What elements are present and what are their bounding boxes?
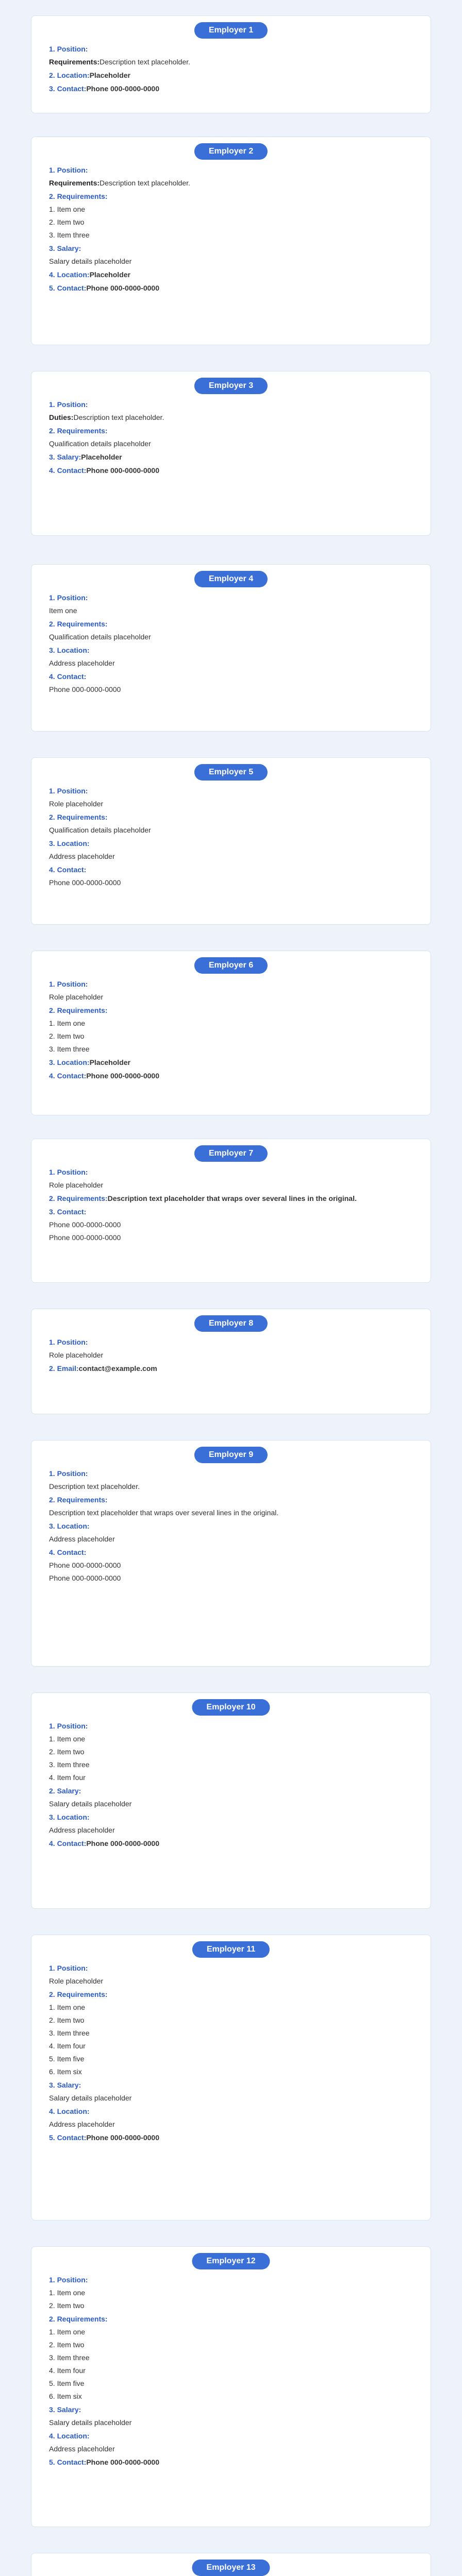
line-value: contact@example.com [78, 1364, 157, 1372]
line-label: 3. Location: [49, 646, 90, 654]
line-label: 3. Salary: [49, 2081, 81, 2089]
section-heading [49, 979, 413, 989]
card-title: Employer 12 [192, 2253, 270, 2269]
section-heading [49, 452, 413, 462]
line-label: 2. Requirements: [49, 813, 108, 821]
job-card [31, 1692, 431, 1909]
detail-line [49, 605, 413, 616]
detail-line [49, 799, 413, 809]
line-label: 3. Salary: [49, 2405, 81, 2414]
section-heading [49, 1547, 413, 1557]
section-heading [49, 1495, 413, 1505]
section-heading [49, 838, 413, 849]
line-label: 1. Position: [49, 1168, 88, 1176]
line-value: Qualification details placeholder [49, 439, 151, 448]
line-label: 3. Contact: [49, 1208, 87, 1216]
line-value: Phone 000-0000-0000 [49, 878, 121, 887]
line-value: Salary details placeholder [49, 2418, 132, 2427]
line-value: Phone 000-0000-0000 [49, 1233, 121, 1242]
line-label: 1. Position: [49, 1964, 88, 1972]
detail-line [49, 2041, 413, 2051]
line-value: Qualification details placeholder [49, 826, 151, 834]
line-value: Phone 000-0000-0000 [86, 2133, 159, 2142]
job-card [31, 564, 431, 732]
line-value: Phone 000-0000-0000 [86, 1072, 159, 1080]
detail-line [49, 1560, 413, 1570]
section-heading [49, 269, 413, 280]
line-value: 3. Item three [49, 231, 90, 239]
line-value: Address placeholder [49, 2445, 115, 2453]
job-card [31, 1309, 431, 1414]
line-label: 1. Position: [49, 400, 88, 409]
card-title: Employer 2 [194, 143, 268, 160]
detail-line [49, 178, 413, 188]
card-title: Employer 9 [194, 1447, 268, 1463]
detail-line [49, 1772, 413, 1783]
line-value: Role placeholder [49, 1351, 104, 1359]
line-label: Requirements: [49, 179, 100, 187]
detail-line [49, 1534, 413, 1544]
section-heading [49, 83, 413, 94]
line-label: 3. Location: [49, 1058, 90, 1066]
section-heading [49, 1363, 413, 1374]
line-value: Role placeholder [49, 993, 104, 1001]
section-heading [49, 399, 413, 410]
detail-line [49, 684, 413, 694]
section-heading [49, 2132, 413, 2143]
card-title: Employer 13 [192, 2560, 270, 2576]
detail-line [49, 851, 413, 861]
detail-line [49, 2417, 413, 2428]
line-value: Placeholder [89, 1058, 130, 1066]
line-value: Phone 000-0000-0000 [86, 2458, 159, 2466]
line-value: Address placeholder [49, 659, 115, 667]
job-card [31, 1440, 431, 1667]
line-label: 2. Location: [49, 71, 90, 79]
line-value: Item one [49, 606, 77, 615]
line-label: 2. Requirements: [49, 1496, 108, 1504]
line-value: Description text placeholder. [49, 1482, 140, 1490]
section-heading [49, 1337, 413, 1347]
card-title: Employer 8 [194, 1315, 268, 1332]
line-value: Description text placeholder. [100, 58, 190, 66]
line-value: Salary details placeholder [49, 2094, 132, 2102]
line-value: Description text placeholder. [100, 179, 190, 187]
line-label: 2. Requirements: [49, 1990, 108, 1998]
line-value: 2. Item two [49, 2341, 85, 2349]
section-heading [49, 1167, 413, 1177]
detail-line [49, 1350, 413, 1360]
line-label: 2. Requirements: [49, 2315, 108, 2323]
detail-line [49, 658, 413, 668]
line-label: 1. Position: [49, 1338, 88, 1346]
detail-line [49, 877, 413, 888]
section-heading [49, 592, 413, 603]
section-heading [49, 1521, 413, 1531]
line-value: Role placeholder [49, 1977, 104, 1985]
section-heading [49, 426, 413, 436]
detail-line [49, 2300, 413, 2311]
detail-line [49, 217, 413, 227]
line-value: Address placeholder [49, 852, 115, 860]
section-heading [49, 1989, 413, 1999]
detail-line [49, 1180, 413, 1190]
line-value: Description text placeholder that wraps over several lines in the original. [49, 1509, 279, 1517]
section-heading [49, 645, 413, 655]
line-label: 4. Contact: [49, 1072, 87, 1080]
line-value: 5. Item five [49, 2379, 85, 2387]
line-value: Address placeholder [49, 2120, 115, 2128]
detail-line [49, 2327, 413, 2337]
line-value: 2. Item two [49, 2301, 85, 2310]
line-label: 3. Location: [49, 839, 90, 848]
job-card [31, 1935, 431, 2221]
detail-line [49, 2378, 413, 2388]
section-heading [49, 44, 413, 54]
detail-line [49, 2054, 413, 2064]
line-label: 1. Position: [49, 166, 88, 174]
line-value: 1. Item one [49, 1019, 86, 1027]
line-value: 2. Item two [49, 1748, 85, 1756]
detail-line [49, 1219, 413, 1230]
line-value: 1. Item one [49, 2003, 86, 2011]
detail-line [49, 2093, 413, 2103]
section-heading [49, 1812, 413, 1822]
section-heading [49, 2457, 413, 2467]
detail-line [49, 2028, 413, 2038]
section-heading [49, 70, 413, 80]
detail-line [49, 2391, 413, 2401]
line-label: 2. Requirements: [49, 1006, 108, 1014]
job-card [31, 2246, 431, 2527]
section-heading [49, 1786, 413, 1796]
section-heading [49, 2106, 413, 2116]
line-label: 2. Requirements: [49, 620, 108, 628]
detail-line [49, 1759, 413, 1770]
section-heading [49, 1193, 413, 1204]
card-title: Employer 1 [194, 22, 268, 39]
detail-line [49, 2365, 413, 2376]
line-value: 3. Item three [49, 1045, 90, 1053]
card-title: Employer 4 [194, 571, 268, 587]
line-value: Address placeholder [49, 1826, 115, 1834]
job-card [31, 951, 431, 1115]
line-value: 4. Item four [49, 2366, 86, 2375]
line-value: 2. Item two [49, 2016, 85, 2024]
line-value: Salary details placeholder [49, 1800, 132, 1808]
detail-line [49, 992, 413, 1002]
line-label: 4. Contact: [49, 1548, 87, 1556]
line-value: Placeholder [89, 71, 130, 79]
line-value: 3. Item three [49, 1760, 90, 1769]
line-value: 1. Item one [49, 205, 86, 213]
line-label: 2. Requirements: [49, 192, 108, 200]
line-label: 1. Position: [49, 594, 88, 602]
line-label: 2. Requirements: [49, 427, 108, 435]
section-heading [49, 2080, 413, 2090]
job-card [31, 757, 431, 925]
line-value: Phone 000-0000-0000 [86, 466, 159, 474]
detail-line [49, 1825, 413, 1835]
section-heading [49, 243, 413, 253]
job-card [31, 371, 431, 536]
line-value: Role placeholder [49, 800, 104, 808]
detail-line [49, 256, 413, 266]
detail-line [49, 2352, 413, 2363]
section-heading [49, 283, 413, 293]
section-heading [49, 1207, 413, 1217]
section-heading [49, 1468, 413, 1479]
line-label: 5. Contact: [49, 2458, 87, 2466]
line-value: Phone 000-0000-0000 [86, 284, 159, 292]
line-value: 3. Item three [49, 2029, 90, 2037]
line-value: Phone 000-0000-0000 [49, 685, 121, 693]
detail-line [49, 2444, 413, 2454]
line-value: 4. Item four [49, 2042, 86, 2050]
line-label: 5. Contact: [49, 2133, 87, 2142]
line-value: 6. Item six [49, 2392, 82, 2400]
section-heading [49, 2404, 413, 2415]
detail-line [49, 230, 413, 240]
line-label: 3. Contact: [49, 84, 87, 93]
line-label: 1. Position: [49, 2276, 88, 2284]
line-label: 1. Position: [49, 787, 88, 795]
section-heading [49, 671, 413, 682]
line-label: Requirements: [49, 58, 100, 66]
card-title: Employer 10 [192, 1699, 270, 1716]
detail-line [49, 2287, 413, 2298]
section-heading [49, 2314, 413, 2324]
line-value: Phone 000-0000-0000 [49, 1561, 121, 1569]
line-value: 2. Item two [49, 1032, 85, 1040]
section-heading [49, 191, 413, 201]
line-label: 3. Salary: [49, 453, 81, 461]
line-label: 2. Requirements: [49, 1194, 108, 1202]
line-label: 1. Position: [49, 980, 88, 988]
line-value: 1. Item one [49, 2328, 86, 2336]
detail-line [49, 2002, 413, 2012]
line-value: Description text placeholder that wraps over several lines in the original. [107, 1194, 357, 1202]
detail-line [49, 1734, 413, 1744]
section-heading [49, 165, 413, 175]
detail-line [49, 2015, 413, 2025]
line-label: 4. Contact: [49, 866, 87, 874]
card-title: Employer 6 [194, 957, 268, 974]
detail-line [49, 2340, 413, 2350]
line-label: 1. Position: [49, 1722, 88, 1730]
line-value: 2. Item two [49, 218, 85, 226]
detail-line [49, 1747, 413, 1757]
line-value: Salary details placeholder [49, 257, 132, 265]
section-heading [49, 1721, 413, 1731]
detail-line [49, 632, 413, 642]
line-value: Placeholder [89, 270, 130, 279]
section-heading [49, 2275, 413, 2285]
detail-line [49, 2066, 413, 2077]
line-label: 3. Location: [49, 1813, 90, 1821]
line-value: Description text placeholder. [73, 413, 164, 421]
section-heading [49, 865, 413, 875]
line-value: 1. Item one [49, 1735, 86, 1743]
job-card [31, 15, 431, 113]
line-value: Placeholder [81, 453, 122, 461]
detail-line [49, 2119, 413, 2129]
detail-line [49, 1799, 413, 1809]
section-heading [49, 1005, 413, 1015]
card-title: Employer 3 [194, 378, 268, 394]
detail-line [49, 1573, 413, 1583]
line-label: Duties: [49, 413, 74, 421]
detail-line [49, 1507, 413, 1518]
job-card [31, 1139, 431, 1283]
line-value: Role placeholder [49, 1181, 104, 1189]
detail-line [49, 1044, 413, 1054]
line-label: 2. Email: [49, 1364, 79, 1372]
line-value: Qualification details placeholder [49, 633, 151, 641]
detail-line [49, 1976, 413, 1986]
line-value: 1. Item one [49, 2289, 86, 2297]
section-heading [49, 812, 413, 822]
detail-line [49, 412, 413, 422]
line-value: Phone 000-0000-0000 [49, 1574, 121, 1582]
detail-line [49, 438, 413, 449]
section-heading [49, 1963, 413, 1973]
line-value: 5. Item five [49, 2055, 85, 2063]
line-label: 4. Location: [49, 270, 90, 279]
line-label: 2. Salary: [49, 1787, 81, 1795]
line-label: 4. Location: [49, 2107, 90, 2115]
job-card [31, 137, 431, 345]
section-heading [49, 465, 413, 476]
detail-line [49, 825, 413, 835]
line-value: Address placeholder [49, 1535, 115, 1543]
detail-line [49, 1018, 413, 1028]
section-heading [49, 2431, 413, 2441]
card-title: Employer 5 [194, 764, 268, 781]
line-label: 4. Contact: [49, 466, 87, 474]
section-heading [49, 786, 413, 796]
line-label: 1. Position: [49, 1469, 88, 1478]
line-label: 4. Contact: [49, 1839, 87, 1848]
line-label: 3. Salary: [49, 244, 81, 252]
card-title: Employer 11 [192, 1941, 270, 1958]
line-value: Phone 000-0000-0000 [86, 1839, 159, 1848]
detail-line [49, 57, 413, 67]
detail-line [49, 1232, 413, 1243]
section-heading [49, 619, 413, 629]
card-title: Employer 7 [194, 1145, 268, 1162]
section-heading [49, 1071, 413, 1081]
detail-line [49, 204, 413, 214]
line-label: 1. Position: [49, 45, 88, 53]
section-heading [49, 1057, 413, 1067]
line-value: Phone 000-0000-0000 [49, 1221, 121, 1229]
detail-line [49, 1481, 413, 1492]
line-value: 4. Item four [49, 1773, 86, 1782]
line-value: Phone 000-0000-0000 [86, 84, 159, 93]
job-card [31, 2553, 431, 2576]
line-label: 5. Contact: [49, 284, 87, 292]
line-label: 4. Location: [49, 2432, 90, 2440]
line-label: 4. Contact: [49, 672, 87, 681]
line-value: 6. Item six [49, 2067, 82, 2076]
line-value: 3. Item three [49, 2353, 90, 2362]
section-heading [49, 1838, 413, 1849]
detail-line [49, 1031, 413, 1041]
line-label: 3. Location: [49, 1522, 90, 1530]
